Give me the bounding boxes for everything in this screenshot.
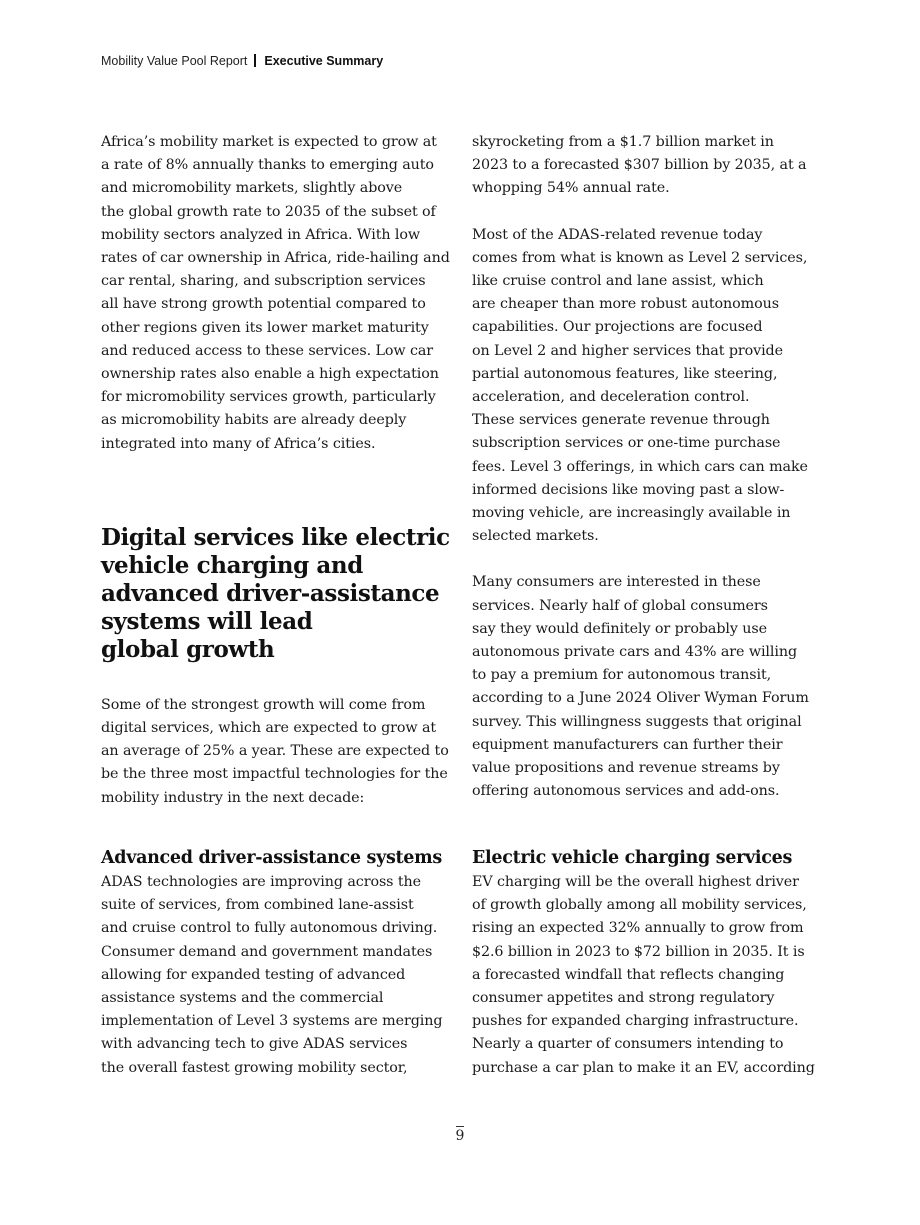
adas-revenue-paragraph: Most of the ADAS-related revenue today comes from what is known as Level 2 services, like cruise control and lane assist, which are cheaper than more robust autonomous capabilities. Our projections are focused on Level 2 and higher services that provide partial autonomous features, like steering, acceleration, and deceleration control. These services generate revenue through subscription services or one-time purchase fees. Level 3 offerings, in which cars can make informed decisions like moving past a slow- moving vehicle, are increasingly available in selected markets. xyxy=(472,226,808,545)
adas-section xyxy=(101,846,451,1080)
intro-paragraph: Africa’s mobility market is expected to grow at a rate of 8% annually thanks to emerging auto and micromobility markets, slightly above the global growth rate to 2035 of the subset of mobility sectors analyzed in Africa. With low rates of car ownership in Africa, ride-hailing and car rental, sharing, and subscription services all have strong growth potential compared to other regions given its lower market maturity and reduced access to these services. Low car ownership rates also enable a high expectation for micromobility services growth, particularly as micromobility habits are already deeply integrated into many of Africa’s cities. xyxy=(101,134,450,452)
section-headline: Digital services like electric vehicle charging and advanced driver-assistance systems will lead global growth xyxy=(101,523,450,663)
adas-body: ADAS technologies are improving across the suite of services, from combined lane-assist and cruise control to fully autonomous driving. Consumer demand and government mandates allowing for expanded testing of advanced assistance systems and the commercial implementation of Level 3 systems are merging with advancing tech to give ADAS services the overall fastest growing mobility sector, xyxy=(101,874,443,1076)
right-column xyxy=(472,131,817,803)
section-title: Executive Summary xyxy=(264,54,384,68)
page-number-text: 9 xyxy=(455,1128,465,1144)
ev-charging-section xyxy=(472,846,822,1080)
ev-charging-body: EV charging will be the overall highest driver of growth globally among all mobility services, rising an expected 32% annually to grow from $2.6 billion in 2023 to $72 billion in 2035. It is a forecasted windfall that reflects changing consumer appetites and strong regulatory pushes for expanded charging infrastructure. Nearly a quarter of consumers intending to purchase a car plan to make it an EV, according xyxy=(472,874,815,1076)
adas-subheading: Advanced driver-assistance systems xyxy=(101,848,442,868)
header-divider xyxy=(254,54,256,67)
growth-paragraph: Some of the strongest growth will come from digital services, which are expected to grow at an average of 25% a year. These are expected to be the three most impactful technologies for the mobility industry in the next decade: xyxy=(101,696,449,806)
page-number xyxy=(0,1128,920,1144)
left-column xyxy=(101,131,451,810)
running-header xyxy=(101,54,383,68)
consumer-interest-paragraph: Many consumers are interested in these services. Nearly half of global consumers say they would definitely or probably use autonomous private cars and 43% are willing to pay a premium for autonomous transit, according to a June 2024 Oliver Wyman Forum survey. This willingness suggests that original equipment manufacturers can further their value propositions and revenue streams by offering autonomous services and add-ons. xyxy=(472,574,809,800)
ev-charging-subheading: Electric vehicle charging services xyxy=(472,848,793,868)
adas-continuation-paragraph: skyrocketing from a $1.7 billion market in 2023 to a forecasted $307 billion by 2035, at a whopping 54% annual rate. xyxy=(472,134,807,197)
report-title: Mobility Value Pool Report xyxy=(101,54,248,68)
